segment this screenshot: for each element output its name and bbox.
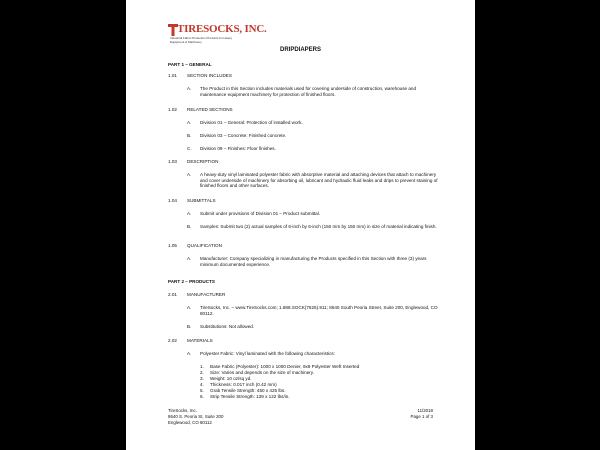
- list-item: Base Fabric (Polyester): 1000 x 1000 Denier, 9x9 Polyester Weft Inserted: [210, 364, 360, 369]
- item-letter: A.: [187, 172, 192, 177]
- item-text: TireSocks, Inc. – www.TireSocks.com; 1.888.SOCK(7625).911; 8640 South Peoria Street, Suite 200, Englewood, CO 80112.: [200, 305, 438, 316]
- item-letter: C.: [187, 146, 192, 151]
- logo-name: TIRESOCKS, INC.: [177, 23, 267, 35]
- logo-tagline: Industrial Fabric Protection Products for Heavy Equipment & Machinery: [170, 36, 233, 44]
- item-text: Samples: Submit two (2) actual samples of 6-inch by 6-inch (150 mm by 150 mm) in size of material indicating finish.: [200, 224, 437, 229]
- item-text: Polyester Fabric: Vinyl laminated with the following characteristics:: [200, 351, 335, 356]
- item-text: A heavy-duty vinyl laminated polyester fabric with absorptive material and attaching devices that attach to machinery and cover underside of machinery for absorbing oil, lubricant and hydraulic fluid leaks and drips to prevent staining of finished floors and other surfaces.: [200, 172, 438, 189]
- list-number: 6.: [200, 394, 204, 399]
- item-text: Division 01 – General: Protection of installed work.: [200, 120, 303, 125]
- item-text: Submit under provisions of Division 01 – Product submittal.: [200, 211, 321, 216]
- list-item: Grab Tensile Strength: 450 x 425 lbs.: [210, 388, 286, 393]
- section-title: SECTION INCLUDES: [187, 73, 232, 78]
- list-number: 1.: [200, 364, 204, 369]
- item-letter: A.: [187, 211, 192, 216]
- list-number: 3.: [200, 376, 204, 381]
- footer-company: TireSocks, Inc.: [168, 408, 197, 413]
- section-number: 1.02: [168, 107, 177, 112]
- list-item: Strip Tensile Strength: 139 x 122 lbs/in.: [210, 394, 290, 399]
- item-letter: A.: [187, 305, 192, 310]
- footer-address-line2: Englewood, CO 80112: [168, 420, 212, 425]
- section-title: QUALIFICATION: [187, 243, 222, 248]
- item-text: Manufacturer: Company specializing in manufacturing the Products specified in this Section with three (3) years minimum documented experience.: [200, 256, 427, 267]
- list-item: Size: Varies and depends on the size of machinery.: [210, 370, 315, 375]
- company-logo: [168, 23, 267, 48]
- list-item: Thickness: 0.017 inch (0.42 mm): [210, 382, 277, 387]
- section-number: 1.03: [168, 159, 177, 164]
- list-number: 2.: [200, 370, 204, 375]
- item-text: The Product in this Section includes materials used for covering underside of construction, warehouse and maintenance equipment machinery for protection of finished floors.: [200, 86, 417, 97]
- section-number: 1.05: [168, 243, 177, 248]
- document-page: [126, 0, 475, 450]
- list-number: 4.: [200, 382, 204, 387]
- footer-address-line1: 8640 S. Peoria St, Suite 200: [168, 414, 224, 419]
- item-text: Substitutions: Not allowed.: [200, 324, 255, 329]
- section-number: 2.02: [168, 338, 177, 343]
- section-title: RELATED SECTIONS: [187, 107, 233, 112]
- section-title: MATERIALS: [187, 338, 213, 343]
- item-text: Division 03 – Concrete: Finished concrete.: [200, 133, 287, 138]
- footer-date: 11/2018: [417, 408, 433, 413]
- item-letter: A.: [187, 120, 192, 125]
- document-title: DRIPDIAPERS: [279, 47, 321, 53]
- footer-page-number: Page 1 of 3: [410, 414, 433, 419]
- section-title: MANUFACTURER: [187, 292, 226, 297]
- part2-heading: PART 2 – PRODUCTS: [168, 279, 215, 284]
- item-letter: A.: [187, 86, 192, 91]
- section-number: 2.01: [168, 292, 177, 297]
- item-letter: A.: [187, 351, 192, 356]
- section-title: DESCRIPTION: [187, 159, 219, 164]
- item-letter: B.: [187, 324, 192, 329]
- section-number: 1.04: [168, 198, 177, 203]
- item-letter: B.: [187, 224, 192, 229]
- part1-heading: PART 1 – GENERAL: [168, 62, 212, 67]
- section-number: 1.01: [168, 73, 177, 78]
- section-title: SUBMITTALS: [187, 198, 216, 203]
- item-text: Division 09 – Finishes: Floor finishes.: [200, 146, 276, 151]
- list-number: 5.: [200, 388, 204, 393]
- item-letter: B.: [187, 133, 192, 138]
- item-letter: A.: [187, 256, 192, 261]
- list-item: Weight: 10 oz/sq yd.: [210, 376, 252, 381]
